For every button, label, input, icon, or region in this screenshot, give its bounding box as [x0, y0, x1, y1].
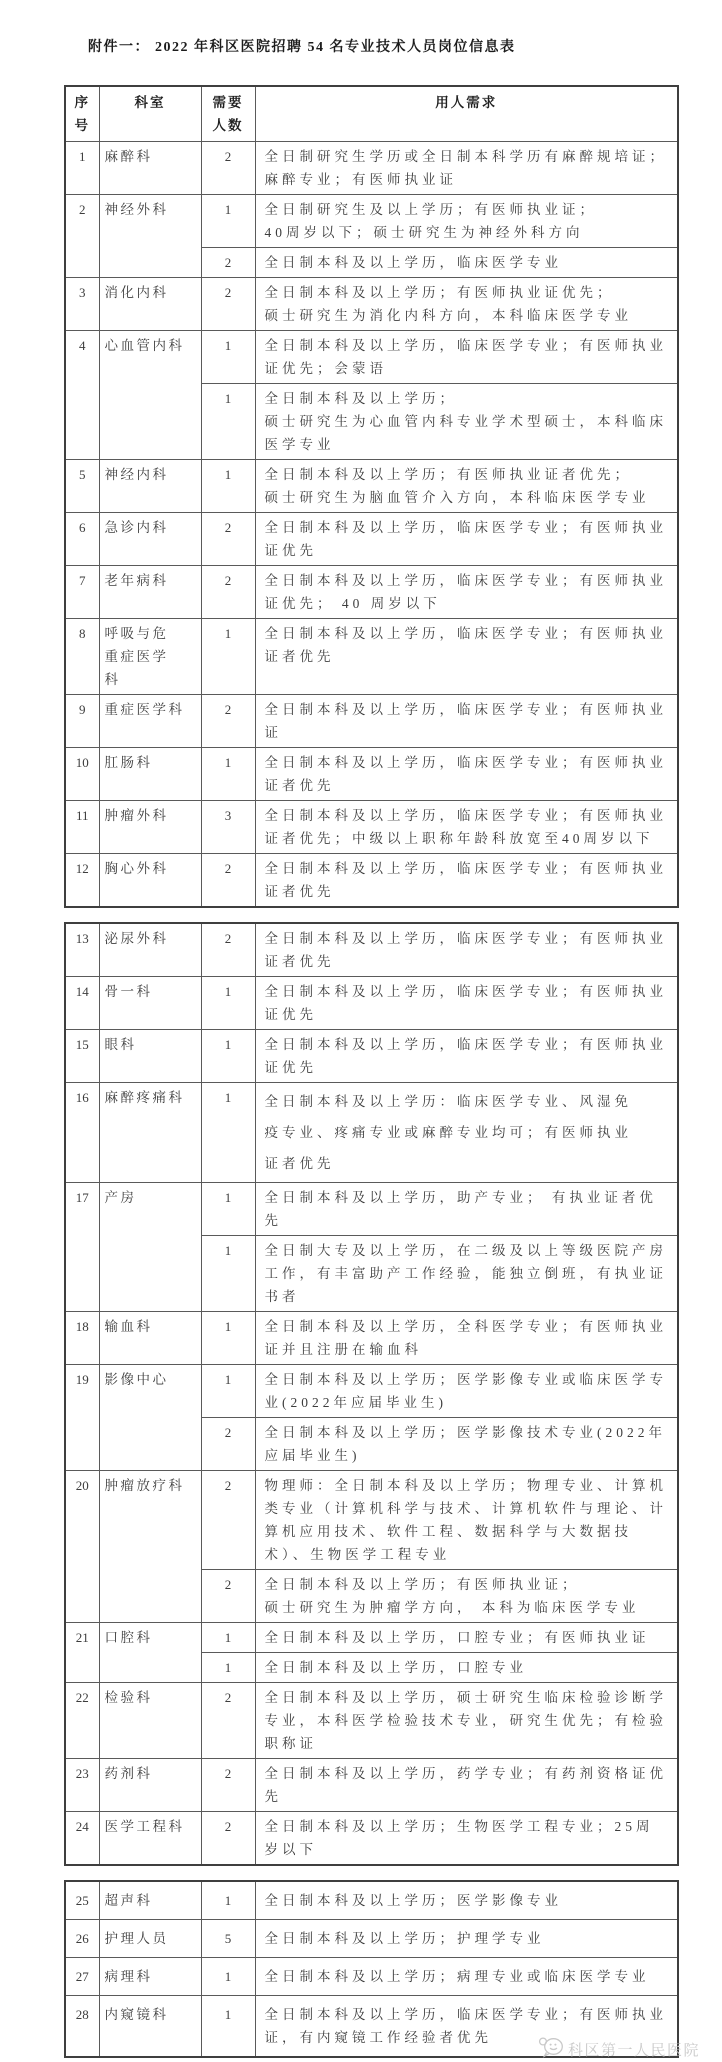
department-cell	[99, 1030, 201, 1083]
count-cell: 2	[201, 1812, 255, 1866]
text-line: 泌尿外科	[104, 931, 169, 946]
table-row	[65, 801, 678, 854]
department-cell	[99, 1083, 201, 1183]
requirement-cell	[255, 1683, 678, 1759]
count-cell: 2	[201, 1759, 255, 1812]
row-number-cell: 23	[65, 1759, 99, 1812]
department-cell	[99, 1471, 201, 1623]
text-line: 口腔科	[104, 1630, 153, 1645]
table-row	[65, 977, 678, 1030]
text-line: 全日制本科及以上学历，临床医学专业；有医师执业证优先	[264, 984, 667, 1022]
requirement-cell	[255, 1812, 678, 1866]
wechat-bubble-icon	[538, 2036, 564, 2062]
table-row	[65, 1365, 678, 1418]
table-row	[65, 1312, 678, 1365]
row-number-cell: 27	[65, 1958, 99, 1996]
requirement-cell	[255, 513, 678, 566]
text-line: 神经外科	[104, 202, 169, 217]
row-number-cell: 19	[65, 1365, 99, 1471]
text-line: 全日制本科及以上学历，临床医学专业；有医师执业证者优先	[264, 755, 667, 793]
text-line: 全日制本科及以上学历，临床医学专业；有医师执业证者优先	[264, 861, 667, 899]
department-cell	[99, 566, 201, 619]
requirement-cell	[255, 977, 678, 1030]
text-line: 护理人员	[104, 1931, 169, 1946]
department-cell	[99, 619, 201, 695]
count-cell: 2	[201, 1471, 255, 1570]
requirement-cell	[255, 1881, 678, 1920]
table-row	[65, 1623, 678, 1653]
count-cell: 2	[201, 513, 255, 566]
text-line: 全日制研究生及以上学历；有医师执业证；	[264, 202, 597, 217]
row-number-cell: 20	[65, 1471, 99, 1623]
text-line: 全日制本科及以上学历，硕士研究生临床检验诊断学专业，本科医学检验技术专业，研究生优先；有检验职称证	[264, 1690, 667, 1751]
text-line: 硕士研究生为心血管内科专业学术型硕士，本科临床医学专业	[264, 414, 667, 452]
table-header-row	[65, 86, 678, 142]
count-cell: 1	[201, 384, 255, 460]
header-no: 序号	[65, 86, 99, 142]
table-row	[65, 1958, 678, 1996]
department-cell	[99, 278, 201, 331]
department-cell	[99, 1812, 201, 1866]
text-line: 肿瘤放疗科	[104, 1478, 185, 1493]
text-line: 全日制本科及以上学历；有医师执业证者优先；	[264, 467, 632, 482]
text-line: 科	[104, 672, 121, 687]
text-line: 骨一科	[104, 984, 153, 999]
count-cell: 2	[201, 695, 255, 748]
department-cell	[99, 195, 201, 278]
department-cell	[99, 695, 201, 748]
requirement-cell	[255, 1623, 678, 1653]
text-line: 病理科	[104, 1969, 153, 1984]
requirement-cell	[255, 619, 678, 695]
text-line: 影像中心	[104, 1372, 169, 1387]
text-line: 全日制本科及以上学历，临床医学专业；有医师执业证优先； 40 周岁以下	[264, 573, 667, 611]
text-line: 输血科	[104, 1319, 153, 1334]
text-line: 全日制本科及以上学历；护理学专业	[264, 1931, 545, 1946]
text-line: 全日制本科及以上学历，临床医学专业；有医师执业证优先	[264, 520, 667, 558]
row-number-cell: 4	[65, 331, 99, 460]
table-row	[65, 854, 678, 908]
table-row	[65, 1881, 678, 1920]
jobs-table-section	[64, 922, 679, 1866]
table-row	[65, 1920, 678, 1958]
row-number-cell: 21	[65, 1623, 99, 1683]
requirement-cell	[255, 278, 678, 331]
text-line: 全日制本科及以上学历：临床医学专业、风湿免	[264, 1094, 632, 1109]
count-cell: 1	[201, 331, 255, 384]
requirement-cell	[255, 1236, 678, 1312]
text-line: 胸心外科	[104, 861, 169, 876]
department-cell	[99, 1683, 201, 1759]
count-cell: 5	[201, 1920, 255, 1958]
count-cell: 1	[201, 195, 255, 248]
department-cell	[99, 1881, 201, 1920]
text-line: 硕士研究生为脑血管介入方向，本科临床医学专业	[264, 490, 650, 505]
count-cell: 2	[201, 923, 255, 977]
text-line: 麻醉科	[104, 149, 153, 164]
text-line: 全日制本科及以上学历；生物医学工程专业；25周岁以下	[264, 1819, 654, 1857]
table-row	[65, 1183, 678, 1236]
row-number-cell: 15	[65, 1030, 99, 1083]
count-cell: 1	[201, 460, 255, 513]
requirement-cell	[255, 195, 678, 248]
table-row	[65, 748, 678, 801]
department-cell	[99, 1759, 201, 1812]
text-line: 全日制研究生学历或全日制本科学历有麻醉规培证；麻醉专业；有医师执业证	[264, 149, 667, 187]
text-line: 全日制大专及以上学历，在二级及以上等级医院产房工作，有丰富助产工作经验，能独立倒班，有执业证书者	[264, 1243, 667, 1304]
count-cell: 1	[201, 977, 255, 1030]
table-row	[65, 331, 678, 384]
requirement-cell	[255, 331, 678, 384]
table-row	[65, 513, 678, 566]
count-cell: 1	[201, 1183, 255, 1236]
row-number-cell: 16	[65, 1083, 99, 1183]
text-line: 全日制本科及以上学历，临床医学专业；有医师执业证优先；会蒙语	[264, 338, 667, 376]
text-line: 产房	[104, 1190, 137, 1205]
document-title: 附件一： 2022 年科区医院招聘 54 名专业技术人员岗位信息表	[88, 40, 516, 55]
row-number-cell: 22	[65, 1683, 99, 1759]
text-line: 重症医学	[104, 649, 169, 664]
row-number-cell: 10	[65, 748, 99, 801]
text-line: 消化内科	[104, 285, 169, 300]
text-line: 老年病科	[104, 573, 169, 588]
requirement-cell	[255, 142, 678, 195]
text-line: 肿瘤外科	[104, 808, 169, 823]
text-line: 全日制本科及以上学历，口腔专业；有医师执业证	[264, 1630, 650, 1645]
count-cell: 1	[201, 1312, 255, 1365]
requirement-cell	[255, 1312, 678, 1365]
text-line: 全日制本科及以上学历，临床医学专业	[264, 255, 562, 270]
requirement-cell	[255, 1471, 678, 1570]
row-number-cell: 13	[65, 923, 99, 977]
text-line: 全日制本科及以上学历，临床医学专业；有医师执业证	[264, 702, 667, 740]
table-row	[65, 460, 678, 513]
row-number-cell: 14	[65, 977, 99, 1030]
count-cell: 1	[201, 1030, 255, 1083]
row-number-cell: 1	[65, 142, 99, 195]
count-cell: 2	[201, 278, 255, 331]
row-number-cell: 7	[65, 566, 99, 619]
count-cell: 1	[201, 1083, 255, 1183]
table-row	[65, 1083, 678, 1183]
count-cell: 2	[201, 142, 255, 195]
row-number-cell: 28	[65, 1996, 99, 2058]
row-number-cell: 3	[65, 278, 99, 331]
text-line: 眼科	[104, 1037, 137, 1052]
jobs-table-section	[64, 1880, 679, 2058]
text-line: 全日制本科及以上学历，口腔专业	[264, 1660, 527, 1675]
count-cell: 1	[201, 748, 255, 801]
text-line: 神经内科	[104, 467, 169, 482]
text-line: 全日制本科及以上学历，助产专业； 有执业证者优先	[264, 1190, 657, 1228]
row-number-cell: 17	[65, 1183, 99, 1312]
row-number-cell: 24	[65, 1812, 99, 1866]
text-line: 全日制本科及以上学历；有医师执业证；	[264, 1577, 580, 1592]
text-line: 心血管内科	[104, 338, 185, 353]
table-row	[65, 1471, 678, 1570]
requirement-cell	[255, 1759, 678, 1812]
count-cell: 1	[201, 1958, 255, 1996]
row-number-cell: 6	[65, 513, 99, 566]
text-line: 全日制本科及以上学历；有医师执业证优先；	[264, 285, 615, 300]
table-row	[65, 1759, 678, 1812]
count-cell: 3	[201, 801, 255, 854]
count-cell: 1	[201, 1996, 255, 2058]
department-cell	[99, 1312, 201, 1365]
requirement-cell	[255, 1418, 678, 1471]
count-cell: 1	[201, 1881, 255, 1920]
text-line: 证者优先	[264, 1156, 335, 1171]
department-cell	[99, 748, 201, 801]
text-line: 硕士研究生为消化内科方向，本科临床医学专业	[264, 308, 632, 323]
count-cell: 2	[201, 566, 255, 619]
table-row	[65, 566, 678, 619]
requirement-cell	[255, 248, 678, 278]
table-row	[65, 619, 678, 695]
department-cell	[99, 331, 201, 460]
requirement-cell	[255, 1958, 678, 1996]
requirement-cell	[255, 748, 678, 801]
department-cell	[99, 1920, 201, 1958]
requirement-cell	[255, 923, 678, 977]
row-number-cell: 12	[65, 854, 99, 908]
text-line: 肛肠科	[104, 755, 153, 770]
text-line: 全日制本科及以上学历，临床医学专业；有医师执业证优先	[264, 1037, 667, 1075]
text-line: 疫专业、疼痛专业或麻醉专业均可；有医师执业	[264, 1125, 632, 1140]
department-cell	[99, 801, 201, 854]
text-line: 呼吸与危	[104, 626, 169, 641]
department-cell	[99, 460, 201, 513]
table-row	[65, 195, 678, 248]
department-cell	[99, 977, 201, 1030]
department-cell	[99, 1958, 201, 1996]
tables-host	[0, 85, 722, 2058]
requirement-cell	[255, 1653, 678, 1683]
text-line: 药剂科	[104, 1766, 153, 1781]
requirement-cell	[255, 384, 678, 460]
table-row	[65, 1683, 678, 1759]
requirement-cell	[255, 1030, 678, 1083]
text-line: 重症医学科	[104, 702, 185, 717]
requirement-cell	[255, 1183, 678, 1236]
row-number-cell: 8	[65, 619, 99, 695]
requirement-cell	[255, 695, 678, 748]
requirement-cell	[255, 854, 678, 908]
text-line: 全日制本科及以上学历；医学影像专业或临床医学专业(2022年应届毕业生)	[264, 1372, 667, 1410]
row-number-cell: 11	[65, 801, 99, 854]
table-row	[65, 1812, 678, 1866]
text-line: 急诊内科	[104, 520, 169, 535]
table-row	[65, 278, 678, 331]
row-number-cell: 2	[65, 195, 99, 278]
requirement-cell	[255, 1365, 678, 1418]
department-cell	[99, 1365, 201, 1471]
text-line: 全日制本科及以上学历，药学专业；有药剂资格证优先	[264, 1766, 667, 1804]
count-cell: 1	[201, 1653, 255, 1683]
department-cell	[99, 1623, 201, 1683]
text-line: 全日制本科及以上学历，临床医学专业；有医师执业证，有内窥镜工作经验者优先	[264, 2007, 667, 2045]
header-req: 用人需求	[255, 86, 678, 142]
requirement-cell	[255, 460, 678, 513]
text-line: 硕士研究生为肿瘤学方向， 本科为临床医学专业	[264, 1600, 640, 1615]
requirement-cell	[255, 1920, 678, 1958]
department-cell	[99, 142, 201, 195]
count-cell: 2	[201, 1418, 255, 1471]
count-cell: 1	[201, 1236, 255, 1312]
header-dept: 科室	[99, 86, 201, 142]
requirement-cell	[255, 801, 678, 854]
header-count: 需要人数	[201, 86, 255, 142]
text-line: 医学工程科	[104, 1819, 185, 1834]
text-line: 超声科	[104, 1893, 153, 1908]
count-cell: 1	[201, 1365, 255, 1418]
requirement-cell	[255, 1083, 678, 1183]
table-row	[65, 142, 678, 195]
count-cell: 1	[201, 619, 255, 695]
department-cell	[99, 923, 201, 977]
table-row	[65, 1030, 678, 1083]
jobs-table-section	[64, 85, 679, 908]
text-line: 全日制本科及以上学历，临床医学专业；有医师执业证者优先	[264, 626, 667, 664]
department-cell	[99, 513, 201, 566]
text-line: 全日制本科及以上学历；医学影像技术专业(2022年应届毕业生)	[264, 1425, 666, 1463]
department-cell	[99, 854, 201, 908]
department-cell	[99, 1183, 201, 1312]
count-cell: 2	[201, 854, 255, 908]
row-number-cell: 26	[65, 1920, 99, 1958]
row-number-cell: 25	[65, 1881, 99, 1920]
count-cell: 2	[201, 1570, 255, 1623]
table-row	[65, 695, 678, 748]
text-line: 40周岁以下；硕士研究生为神经外科方向	[264, 225, 584, 240]
requirement-cell	[255, 1570, 678, 1623]
text-line: 全日制本科及以上学历；病理专业或临床医学专业	[264, 1969, 650, 1984]
text-line: 全日制本科及以上学历，全科医学专业；有医师执业证并且注册在输血科	[264, 1319, 667, 1357]
count-cell: 2	[201, 248, 255, 278]
row-number-cell: 5	[65, 460, 99, 513]
text-line: 全日制本科及以上学历；	[264, 391, 457, 406]
text-line: 检验科	[104, 1690, 153, 1705]
count-cell: 2	[201, 1683, 255, 1759]
text-line: 麻醉疼痛科	[104, 1090, 185, 1105]
text-line: 全日制本科及以上学历；医学影像专业	[264, 1893, 562, 1908]
text-line: 全日制本科及以上学历，临床医学专业；有医师执业证者优先；中级以上职称年龄科放宽至40周岁以下	[264, 808, 667, 846]
row-number-cell: 18	[65, 1312, 99, 1365]
row-number-cell: 9	[65, 695, 99, 748]
requirement-cell	[255, 566, 678, 619]
table-row	[65, 923, 678, 977]
text-line: 内窥镜科	[104, 2007, 169, 2022]
text-line: 全日制本科及以上学历，临床医学专业；有医师执业证者优先	[264, 931, 667, 969]
watermark-text: 科区第一人民医院	[567, 2041, 700, 2059]
count-cell: 1	[201, 1623, 255, 1653]
text-line: 物理师：全日制本科及以上学历；物理专业、计算机类专业（计算机科学与技术、计算机软件与理论、计算机应用技术、软件工程、数据科学与大数据技术）、生物医学工程专业	[264, 1478, 667, 1562]
